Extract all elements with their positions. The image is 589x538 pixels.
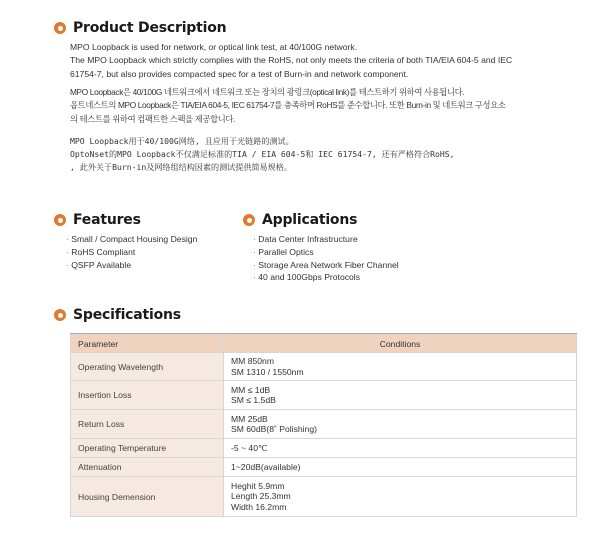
conditions-cell: [224, 410, 577, 439]
text-line: MPO Loopback is used for network, or optical link test, at 40/100G network.: [70, 42, 358, 52]
table-row: [71, 439, 577, 458]
condition-line: Width 16.2mm: [231, 501, 287, 512]
conditions-cell: [224, 439, 577, 458]
section-title: Specifications: [73, 307, 181, 323]
circle-bullet-icon: [54, 309, 66, 321]
section-title: Applications: [262, 212, 358, 228]
conditions-cell: [224, 381, 577, 410]
circle-bullet-icon: [54, 214, 66, 226]
list-item: · 40 and 100Gbps Protocols: [253, 271, 399, 284]
text-line: The MPO Loopback which strictly complies with the RoHS, not only meets the criteria of both TIA/EIA 604-5 and IEC: [70, 55, 513, 66]
parameter-cell: Housing Demension: [71, 477, 224, 517]
specifications-table: [70, 334, 577, 517]
list-item: · QSFP Available: [66, 259, 197, 272]
conditions-cell: [224, 353, 577, 381]
table-row: [71, 381, 577, 410]
table-header-row: [71, 335, 577, 353]
description-english: [70, 41, 512, 81]
features-heading: [54, 212, 141, 228]
description-chinese: [70, 135, 455, 174]
text-line: MPO Loopback은 40/100G 네트워크에서 네트워크 또는 장치의 광링크(optical link)를 테스트하기 위하여 사용됩니다.: [70, 87, 465, 97]
table-row: [71, 410, 577, 439]
section-title: Product Description: [73, 20, 227, 36]
text-line: , 此外关于Burn-in及网络组结构因素的测试提供简易规格。: [70, 162, 292, 172]
parameter-cell: Attenuation: [71, 458, 224, 477]
section-title: Features: [73, 212, 141, 228]
parameter-cell: Operating Wavelength: [71, 353, 224, 381]
conditions-cell: [224, 458, 577, 477]
circle-bullet-icon: [243, 214, 255, 226]
condition-line: SM 60dB(8˚ Polishing): [231, 424, 317, 434]
applications-heading: [243, 212, 357, 228]
condition-line: MM 850nm: [231, 356, 274, 367]
parameter-cell: Operating Temperature: [71, 439, 224, 458]
text-line: 61754-7, but also provides compacted spec for a test of Burn-in and network component.: [70, 68, 409, 79]
list-item: · Storage Area Network Fiber Channel: [253, 259, 399, 272]
list-item: · Data Center Infrastructure: [253, 233, 399, 246]
condition-line: Length 25.3mm: [231, 491, 291, 502]
text-line: OptoNset的MPO Loopback不仅满足标准的TIA / EIA 604-5和 IEC 61754-7, 还有严格符合RoHS,: [70, 149, 455, 159]
condition-line: SM 1310 / 1550nm: [231, 366, 304, 377]
text-line: 의 테스트를 위하여 컴팩트한 스펙을 제공합니다.: [70, 113, 236, 124]
list-item: · Parallel Optics: [253, 246, 399, 259]
parameter-cell: Insertion Loss: [71, 381, 224, 410]
specifications-heading: [54, 307, 181, 323]
conditions-header: Conditions: [224, 335, 577, 353]
applications-list: [253, 233, 399, 284]
condition-line: MM ≤ 1dB: [231, 384, 271, 395]
features-list: [66, 233, 197, 271]
condition-line: Heghit 5.9mm: [231, 480, 285, 491]
parameter-header: Parameter: [71, 335, 224, 353]
table-row: [71, 353, 577, 381]
parameter-cell: Return Loss: [71, 410, 224, 439]
list-item: · RoHS Compliant: [66, 246, 197, 259]
table-row: [71, 477, 577, 517]
product-description-heading: [54, 20, 226, 36]
list-item: · Small / Compact Housing Design: [66, 233, 197, 246]
description-korean: [70, 86, 506, 126]
text-line: MPO Loopback用于40/100G网络, 且应用于光链路的测试。: [70, 136, 294, 146]
conditions-cell: [224, 477, 577, 517]
circle-bullet-icon: [54, 22, 66, 34]
condition-line: -5 ~ 40℃: [231, 442, 268, 453]
condition-line: 1~20dB(available): [231, 461, 301, 472]
text-line: 옵트네스트의 MPO Loopback은 TIA/EIA 604-5, IEC 61754-7를 충족하며 RoHS를 준수합니다. 또한 Burn-in 및 네트워크 구성요소: [70, 100, 506, 111]
condition-line: MM 25dB: [231, 413, 268, 424]
table-row: [71, 458, 577, 477]
condition-line: SM ≤ 1.5dB: [231, 395, 276, 405]
